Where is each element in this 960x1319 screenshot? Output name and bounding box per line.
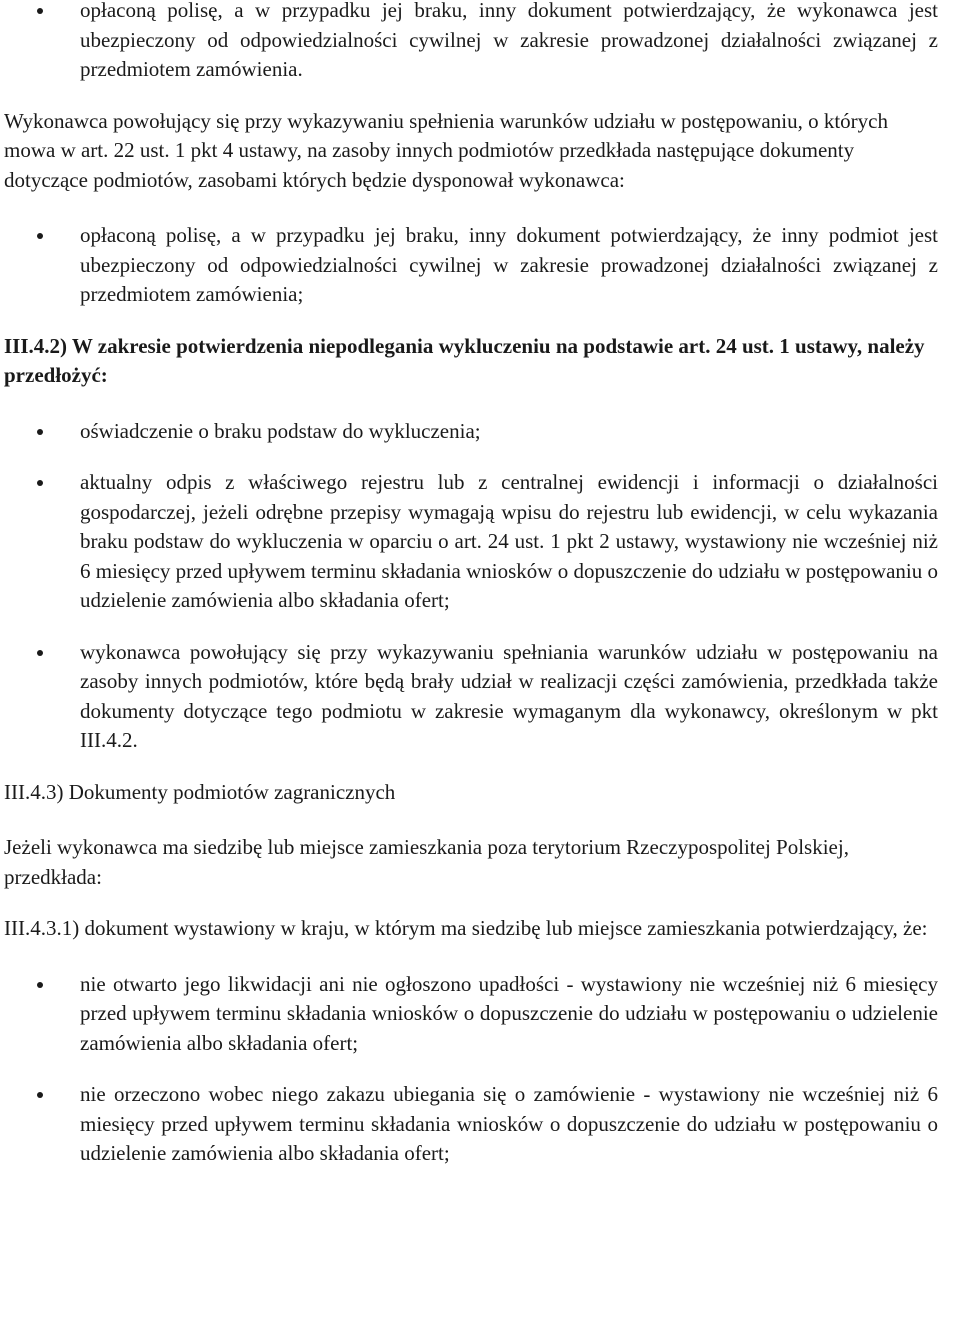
- document-page: [4, 0, 938, 1169]
- section-heading-iii-4-3: III.4.3) Dokumenty podmiotów zagranicznych: [4, 779, 396, 804]
- bullet-text: nie otwarto jego likwidacji ani nie ogłoszono upadłości - wystawiony nie wcześniej niż 6 miesięcy przed upływem terminu składania wniosków o dopuszczenie do udziału w postępowaniu o udzielenie zamówienia albo składania ofert;: [80, 971, 938, 1055]
- bullet-item-policy-contractor: [4, 0, 938, 85]
- bullet-item-register-extract: [4, 468, 938, 616]
- bullet-text: nie orzeczono wobec niego zakazu ubiegania się o zamówienie - wystawiony nie wcześniej niż 6 miesięcy przed upływem terminu składania wniosków o dopuszczenie do udziału w postępowaniu o udzielenie zamówienia albo składania ofert;: [80, 1082, 938, 1165]
- bullet-dot-icon: [37, 1092, 43, 1098]
- bullet-item-policy-entity: [4, 221, 938, 310]
- bullet-item-no-exclusion-statement: [4, 417, 938, 447]
- section-heading-iii-4-2: III.4.2) W zakresie potwierdzenia niepodlegania wykluczeniu na podstawie art. 24 ust. 1 ustawy, należy przedłożyć:: [4, 333, 925, 387]
- bullet-text: opłaconą polisę, a w przypadku jej braku, inny dokument potwierdzający, że wykonawca jest ubezpieczony od odpowiedzialności cywilnej w zakresie prowadzonej działalności związanej z przedmiotem zamówienia.: [80, 0, 938, 81]
- bullet-dot-icon: [37, 982, 43, 988]
- bullet-text: opłaconą polisę, a w przypadku jej braku, inny dokument potwierdzający, że inny podmiot jest ubezpieczony od odpowiedzialności cywilnej w zakresie prowadzonej działalności związanej z przedmiotem zamówienia;: [80, 223, 938, 306]
- bullet-dot-icon: [37, 233, 43, 239]
- section-heading-iii-4-3-1: III.4.3.1) dokument wystawiony w kraju, w którym ma siedzibę lub miejsce zamieszkania potwierdzający, że:: [4, 916, 928, 940]
- bullet-dot-icon: [37, 480, 43, 486]
- bullet-dot-icon: [37, 429, 43, 435]
- bullet-item-no-liquidation: [4, 970, 938, 1059]
- bullet-text: aktualny odpis z właściwego rejestru lub z centralnej ewidencji i informacji o działalności gospodarczej, jeżeli odrębne przepisy wymagają wpisu do rejestru lub ewidencji, w celu wykazania braku podstaw do wykluczenia w oparciu o art. 24 ust. 1 pkt 2 ustawy, wystawiony nie wcześniej niż 6 miesięcy przed upływem terminu składania wniosków o dopuszczenie do udziału w postępowaniu o udzielenie zamówienia albo składania ofert;: [80, 470, 938, 612]
- bullet-text: wykonawca powołujący się przy wykazywaniu spełniania warunków udziału w postępowaniu na zasoby innych podmiotów, które będą brały udział w realizacji części zamówienia, przedkłada także dokumenty dotyczące tego podmiotu w zakresie wymaganym dla wykonawcy, określonym w pkt III.4.2.: [80, 639, 938, 752]
- bullet-item-entity-documents: [4, 638, 938, 756]
- paragraph-foreign-seat: Jeżeli wykonawca ma siedzibę lub miejsce zamieszkania poza terytorium Rzeczypospolitej Polskiej, przedkłada:: [4, 835, 849, 889]
- bullet-item-no-ban: [4, 1080, 938, 1169]
- paragraph-resources-other-entities: Wykonawca powołujący się przy wykazywaniu spełnienia warunków udziału w postępowaniu, o których mowa w art. 22 ust. 1 pkt 4 ustawy, na zasoby innych podmiotów przedkłada następujące dokumenty dotyczące podmiotów, zasobami których będzie dysponował wykonawca:: [4, 108, 888, 192]
- bullet-text: oświadczenie o braku podstaw do wykluczenia;: [80, 418, 481, 443]
- bullet-dot-icon: [37, 8, 43, 14]
- bullet-dot-icon: [37, 650, 43, 656]
